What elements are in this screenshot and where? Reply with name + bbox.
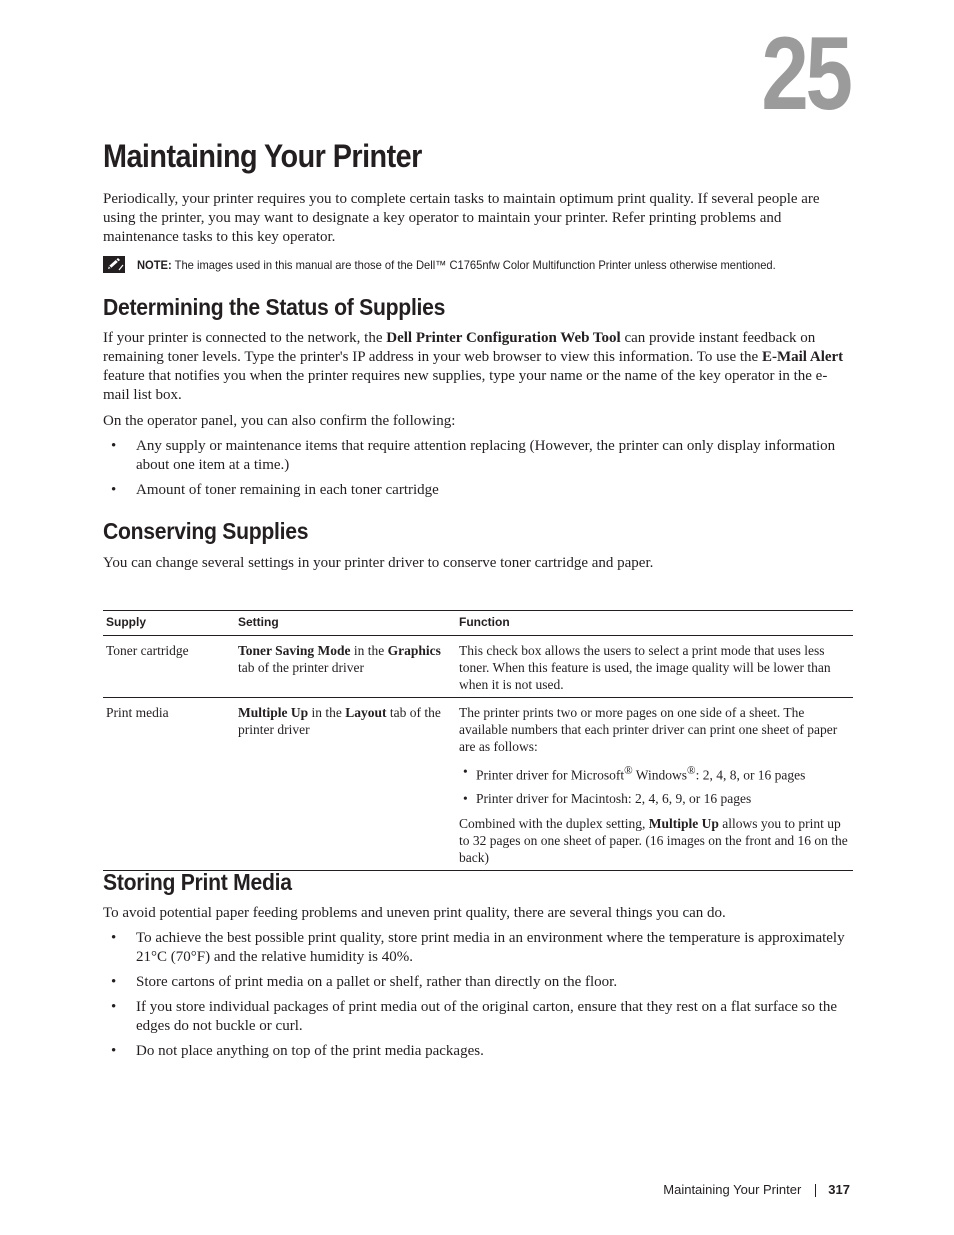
function-cell: This check box allows the users to select a print mode that uses less toner. When this feature is used, the image quality will be lower than when it is not used.: [456, 636, 853, 698]
page-number: 317: [828, 1182, 850, 1197]
supplies-table: [103, 610, 853, 871]
conserving-body: [103, 554, 853, 573]
table-header-row: [103, 611, 853, 636]
multiple-up-term: Multiple Up: [648, 815, 719, 831]
driver-text: Printer driver for Microsoft: [476, 767, 625, 783]
storing-paragraph: To avoid potential paper feeding problems and uneven print quality, there are several things you can do.: [103, 905, 726, 921]
list-item: • Printer driver for Macintosh: 2, 4, 6, 9, or 16 pages: [459, 790, 850, 807]
function-end: [459, 815, 850, 866]
setting-text: tab of the printer driver: [238, 705, 441, 737]
setting-text: tab of the printer driver: [238, 660, 364, 675]
supply-cell: Toner cartridge: [103, 636, 235, 698]
status-text-c: feature that notifies you when the printer requires new supplies, type your name or the name of the key operator in the e-mail list box.: [103, 368, 828, 403]
storing-body: [103, 904, 853, 1061]
footer-title: Maintaining Your Printer: [663, 1182, 802, 1197]
registered-mark: ®: [624, 765, 633, 777]
note-label: NOTE:: [137, 258, 172, 272]
setting-cell: [235, 636, 456, 698]
list-item: • To achieve the best possible print quality, store print media in an environment where the temperature is approximately 21°C (70°F) and the relative humidity is 40%.: [103, 929, 853, 967]
table-row: [103, 698, 853, 871]
note-text: The images used in this manual are those of the Dell™ C1765nfw Color Multifunction Printer unless otherwise mentioned.: [174, 258, 776, 272]
list-item: [459, 763, 850, 784]
function-text: allows you to print up to 32 pages on one sheet of paper. (16 images on the front and 16 on the back): [459, 815, 848, 865]
intro-paragraph: Periodically, your printer requires you to complete certain tasks to maintain optimum print quality. If several people are using the printer, you may want to designate a key operator to maintain your printer. Refer printing problems and maintenance tasks to this key operator.: [103, 191, 820, 245]
setting-cell: [235, 698, 456, 871]
status-paragraph: [103, 329, 853, 405]
status-bullet-list: [103, 437, 853, 500]
storing-heading: Storing Print Media: [103, 869, 292, 895]
note-callout: [103, 255, 863, 275]
chapter-number: 25: [761, 16, 850, 132]
status-heading: Determining the Status of Supplies: [103, 294, 446, 320]
driver-list: [459, 763, 850, 807]
conserving-heading: Conserving Supplies: [103, 518, 309, 544]
storing-bullet-list: [103, 929, 853, 1061]
page-title: Maintaining Your Printer: [103, 138, 422, 174]
footer-divider: [815, 1184, 816, 1197]
note-text-line: [137, 255, 776, 275]
column-header-setting: Setting: [235, 611, 456, 636]
driver-text: : 2, 4, 8, or 16 pages: [695, 767, 806, 783]
intro-paragraph-container: [103, 190, 853, 247]
setting-term: Multiple Up: [238, 705, 309, 720]
list-item: • Do not place anything on top of the print media packages.: [103, 1042, 853, 1061]
list-item: • Any supply or maintenance items that require attention replacing (However, the printer can only display information about one item at a time.): [103, 437, 853, 475]
status-section-body: [103, 329, 853, 500]
table-row: [103, 636, 853, 698]
column-header-function: Function: [456, 611, 853, 636]
pencil-note-icon: [103, 256, 125, 273]
function-text: Combined with the duplex setting,: [459, 815, 649, 831]
page-footer: [663, 1180, 850, 1200]
driver-text: Windows: [632, 767, 687, 783]
column-header-supply: Supply: [103, 611, 235, 636]
status-text-b: can provide instant feedback on remaining toner levels. Type the printer's IP address in your web browser to view this information. To use the: [103, 330, 816, 365]
list-item: • If you store individual packages of print media out of the original carton, ensure that they rest on a flat surface so the edges do not buckle or curl.: [103, 998, 853, 1036]
email-alert-term: E-Mail Alert: [761, 349, 844, 365]
registered-mark: ®: [687, 765, 696, 777]
setting-text: in the: [308, 705, 346, 720]
function-intro: The printer prints two or more pages on one side of a sheet. The available numbers that each printer driver can print one sheet of paper are as follows:: [459, 705, 838, 754]
setting-text: in the: [350, 643, 388, 658]
function-cell: [456, 698, 853, 871]
list-item: • Amount of toner remaining in each toner cartridge: [103, 481, 853, 500]
setting-term: Toner Saving Mode: [238, 643, 351, 658]
conserving-paragraph: You can change several settings in your printer driver to conserve toner cartridge and paper.: [103, 555, 654, 571]
tab-term: Graphics: [387, 643, 441, 658]
web-tool-term: Dell Printer Configuration Web Tool: [386, 330, 621, 346]
operator-panel-paragraph: On the operator panel, you can also confirm the following:: [103, 413, 456, 429]
supply-cell: Print media: [103, 698, 235, 871]
status-text-a: If your printer is connected to the network, the: [103, 330, 387, 346]
tab-term: Layout: [345, 705, 387, 720]
list-item: • Store cartons of print media on a pallet or shelf, rather than directly on the floor.: [103, 973, 853, 992]
